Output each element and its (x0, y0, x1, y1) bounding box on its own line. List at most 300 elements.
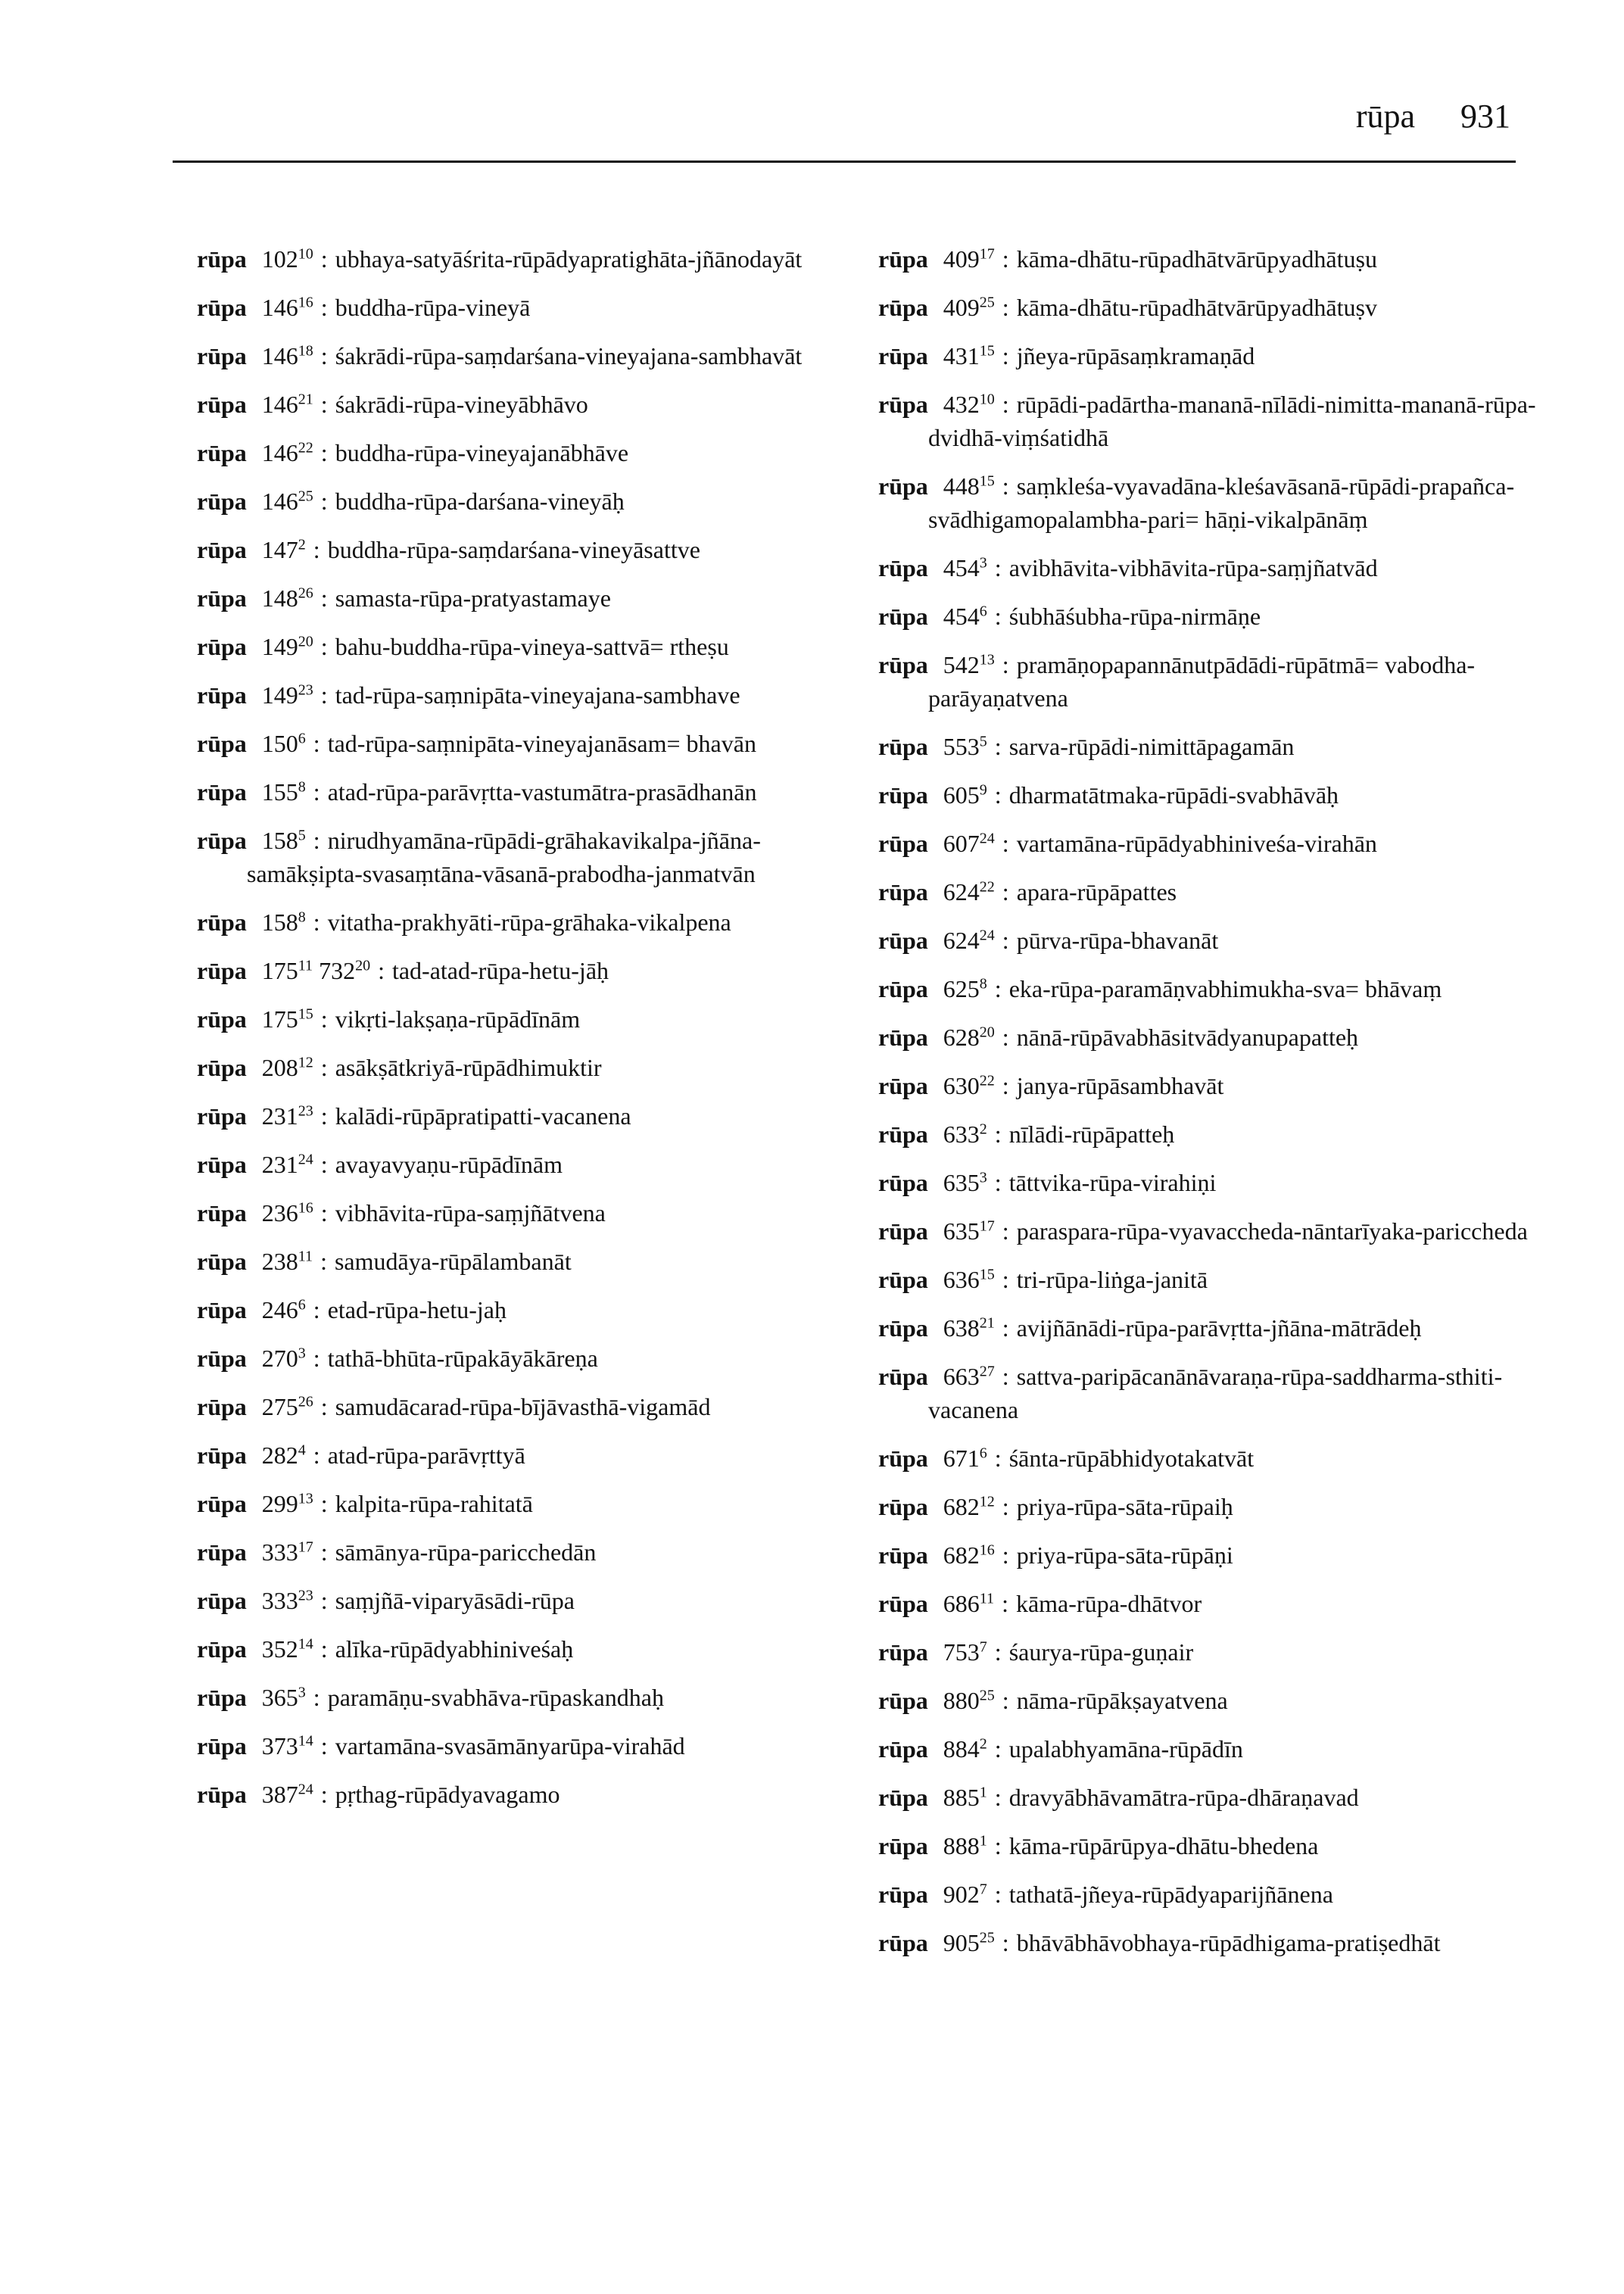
reference-page: 333 (261, 1538, 298, 1566)
reference-line: 2 (979, 1121, 987, 1138)
entry-text: samasta-rūpa-pratyastamaye (335, 584, 611, 612)
reference-page: 149 (261, 681, 298, 709)
index-entry (197, 1778, 863, 1811)
index-entry (197, 533, 863, 566)
reference-line: 14 (298, 1635, 313, 1653)
entry-reference (943, 1735, 987, 1763)
entry-headword: rūpa (878, 1314, 928, 1342)
entry-reference (943, 1881, 987, 1908)
entry-text: buddha-rūpa-saṃdarśana-vineyāsattve (327, 536, 700, 563)
right-column (878, 242, 1545, 1975)
entry-text: kalpita-rūpa-rahitatā (335, 1490, 533, 1517)
reference-line: 15 (979, 1266, 995, 1283)
entry-text: priya-rūpa-sāta-rūpaiḥ (1016, 1493, 1233, 1520)
index-entry (197, 1438, 863, 1472)
entry-text: buddha-rūpa-vineyā (335, 294, 531, 321)
index-entry (197, 954, 863, 987)
entry-separator: : (1002, 1493, 1009, 1520)
entry-headword: rūpa (878, 1784, 928, 1811)
entry-text: kāma-rūpārūpya-dhātu-bhedena (1008, 1832, 1319, 1859)
entry-separator: : (1002, 1314, 1009, 1342)
reference-page: 635 (943, 1217, 980, 1245)
reference-page: 686 (943, 1590, 980, 1617)
reference-line: 26 (298, 584, 313, 602)
entry-text: apara-rūpāpattes (1016, 878, 1177, 905)
reference-page: 448 (943, 472, 980, 500)
reference-page: 671 (943, 1445, 980, 1472)
entry-reference (943, 927, 995, 954)
entry-headword: rūpa (197, 1538, 247, 1566)
reference-page: 636 (943, 1266, 980, 1293)
entry-text: jñeya-rūpāsaṃkramaṇād (1016, 342, 1255, 369)
reference-line: 3 (298, 1684, 306, 1701)
entry-headword: rūpa (197, 730, 247, 757)
entry-headword: rūpa (878, 781, 928, 809)
entry-reference (262, 1490, 313, 1517)
reference-page: 149 (261, 633, 298, 660)
entry-separator: : (320, 1102, 328, 1130)
entry-text: nīlādi-rūpāpatteḥ (1008, 1121, 1175, 1148)
entry-separator: : (320, 294, 328, 321)
reference-line: 14 (298, 1732, 313, 1750)
entry-headword: rūpa (878, 975, 928, 1002)
page-number: 931 (1460, 98, 1510, 135)
reference-page: 902 (943, 1881, 980, 1908)
entry-reference (262, 1005, 313, 1033)
entry-headword: rūpa (197, 1732, 247, 1759)
entry-headword: rūpa (197, 391, 247, 418)
reference-page: 175 (261, 957, 298, 984)
reference-line: 22 (298, 439, 313, 457)
entry-text: paramāṇu-svabhāva-rūpaskandhaḥ (327, 1684, 664, 1711)
entry-text: tathatā-jñeya-rūpādyaparijñānena (1008, 1881, 1333, 1908)
entry-headword: rūpa (878, 1638, 928, 1666)
reference-page: 625 (943, 975, 980, 1002)
reference-line: 7 (979, 1881, 987, 1898)
entry-reference (262, 681, 313, 709)
entry-headword: rūpa (197, 1684, 247, 1711)
entry-text: samudācarad-rūpa-bījāvasthā-vigamād (335, 1393, 711, 1420)
entry-reference (262, 584, 313, 612)
entry-text: vartamāna-svasāmānyarūpa-virahād (335, 1732, 685, 1759)
entry-reference (943, 1217, 995, 1245)
index-entry (878, 242, 1545, 276)
entry-headword: rūpa (878, 878, 928, 905)
entry-separator: : (320, 1490, 328, 1517)
reference-page: 158 (261, 909, 298, 936)
reference-page: 146 (261, 294, 298, 321)
entry-text: bhāvābhāvobhaya-rūpādhigama-pratiṣedhāt (1016, 1929, 1441, 1956)
entry-reference (943, 603, 987, 630)
entry-headword: rūpa (878, 1541, 928, 1569)
reference-line: 2 (298, 536, 306, 553)
reference-page: 387 (261, 1781, 298, 1808)
entry-reference (943, 1363, 995, 1390)
reference-line: 3 (979, 1169, 987, 1186)
entry-headword: rūpa (197, 1102, 247, 1130)
entry-text: tri-rūpa-liṅga-janitā (1016, 1266, 1208, 1293)
entry-separator: : (994, 1121, 1002, 1148)
entry-headword: rūpa (197, 1587, 247, 1614)
reference-page: 246 (261, 1296, 298, 1323)
entry-text: nāma-rūpākṣayatvena (1016, 1687, 1228, 1714)
entry-separator: : (1002, 472, 1009, 500)
reference-line: 15 (979, 342, 995, 360)
index-entry (197, 1535, 863, 1569)
index-entry (197, 242, 863, 276)
reference-line: 11 (298, 1248, 313, 1265)
reference-page: 146 (261, 391, 298, 418)
reference-page: 753 (943, 1638, 980, 1666)
reference-line: 24 (979, 830, 995, 847)
entry-separator: : (1002, 245, 1009, 273)
reference-line: 9 (979, 781, 987, 799)
entry-reference (943, 1314, 995, 1342)
reference-line: 8 (979, 975, 987, 993)
entry-separator: : (320, 1587, 328, 1614)
entry-text: nānā-rūpāvabhāsitvādyanupapatteḥ (1016, 1024, 1359, 1051)
entry-reference (943, 733, 987, 760)
reference-page: 888 (943, 1832, 980, 1859)
entry-separator: : (994, 1169, 1002, 1196)
index-entry (878, 1684, 1545, 1717)
entry-reference (943, 1929, 995, 1956)
reference-page: 146 (261, 342, 298, 369)
entry-text: śubhāśubha-rūpa-nirmāṇe (1008, 603, 1261, 630)
reference-line: 2 (979, 1735, 987, 1753)
index-entry (197, 1293, 863, 1326)
reference-line: 7 (979, 1638, 987, 1656)
entry-headword: rūpa (197, 778, 247, 806)
reference-line: 25 (979, 1929, 995, 1946)
entry-text: sarva-rūpādi-nimittāpagamān (1008, 733, 1295, 760)
reference-line: 16 (298, 1199, 313, 1217)
entry-reference (943, 1784, 987, 1811)
entry-reference (262, 957, 313, 984)
entry-separator: : (313, 1442, 320, 1469)
entry-text: atad-rūpa-parāvṛttyā (327, 1442, 525, 1469)
entry-separator: : (1002, 1266, 1009, 1293)
entry-text: sattva-paripācanānāvaraṇa-rūpa-saddharma-sthiti-vacanena (928, 1363, 1503, 1423)
reference-line: 8 (298, 778, 306, 796)
reference-page: 885 (943, 1784, 980, 1811)
reference-page: 231 (261, 1151, 298, 1178)
reference-line: 20 (355, 957, 371, 974)
reference-page: 628 (943, 1024, 980, 1051)
reference-line: 24 (979, 927, 995, 944)
reference-page: 275 (261, 1393, 298, 1420)
entry-reference (262, 909, 306, 936)
entry-separator: : (320, 1248, 327, 1275)
reference-line: 12 (979, 1493, 995, 1510)
entry-headword: rūpa (878, 927, 928, 954)
reference-line: 22 (979, 878, 995, 896)
reference-page: 432 (943, 391, 980, 418)
entry-separator: : (378, 957, 385, 984)
index-entry (878, 1732, 1545, 1766)
index-entry (197, 1584, 863, 1617)
entry-text: avayavyaṇu-rūpādīnām (335, 1151, 563, 1178)
reference-line: 27 (979, 1363, 995, 1380)
entry-text: buddha-rūpa-vineyajanābhāve (335, 439, 629, 466)
entry-headword: rūpa (197, 681, 247, 709)
entry-text: śakrādi-rūpa-vineyābhāvo (335, 391, 588, 418)
entry-headword: rūpa (197, 1199, 247, 1226)
index-entry (878, 1926, 1545, 1959)
index-entry (197, 388, 863, 421)
index-entry (878, 291, 1545, 324)
index-entry (878, 1263, 1545, 1296)
entry-reference (262, 633, 313, 660)
entry-separator: : (320, 1054, 328, 1081)
entry-text: avibhāvita-vibhāvita-rūpa-saṃjñatvād (1008, 554, 1378, 581)
entry-text: kalādi-rūpāpratipatti-vacanena (335, 1102, 631, 1130)
entry-separator: : (320, 1538, 328, 1566)
index-entry (197, 1196, 863, 1230)
reference-page: 148 (261, 584, 298, 612)
index-entry (878, 1635, 1545, 1669)
entry-separator: : (994, 554, 1002, 581)
index-entry (878, 730, 1545, 763)
entry-headword: rūpa (197, 1781, 247, 1808)
reference-line: 18 (298, 342, 313, 360)
reference-page: 365 (261, 1684, 298, 1711)
entry-text: vitatha-prakhyāti-rūpa-grāhaka-vikalpena (327, 909, 731, 936)
index-entry (878, 778, 1545, 812)
entry-text: kāma-rūpa-dhātvor (1015, 1590, 1202, 1617)
entry-reference (943, 472, 995, 500)
entry-headword: rūpa (878, 294, 928, 321)
index-entry (197, 1342, 863, 1375)
entry-text: eka-rūpa-paramāṇvabhimukha-sva= bhāvaṃ (1008, 975, 1442, 1002)
entry-headword: rūpa (197, 342, 247, 369)
entry-separator: : (320, 342, 328, 369)
entry-headword: rūpa (878, 472, 928, 500)
entry-headword: rūpa (878, 1363, 928, 1390)
entry-reference (943, 781, 987, 809)
entry-reference (943, 1832, 987, 1859)
reference-page: 333 (261, 1587, 298, 1614)
entry-separator: : (313, 827, 320, 854)
header-rule (173, 161, 1516, 163)
entry-separator: : (1002, 1072, 1009, 1099)
reference-line: 5 (979, 733, 987, 750)
entry-reference (943, 245, 995, 273)
reference-line: 20 (298, 633, 313, 650)
entry-reference (262, 1781, 313, 1808)
entry-reference (262, 342, 313, 369)
index-entry (197, 905, 863, 939)
index-entry (197, 1245, 863, 1278)
reference-line: 4 (298, 1442, 306, 1459)
entry-text: tad-rūpa-saṃnipāta-vineyajanāsam= bhavān (327, 730, 756, 757)
index-entry (878, 1781, 1545, 1814)
reference-page: 624 (943, 878, 980, 905)
entry-reference (262, 1199, 313, 1226)
entry-text: upalabhyamāna-rūpādīn (1008, 1735, 1243, 1763)
entry-reference (262, 439, 313, 466)
reference-line: 11 (979, 1590, 995, 1607)
reference-page: 553 (943, 733, 980, 760)
index-entry (197, 1099, 863, 1133)
reference-page: 884 (943, 1735, 980, 1763)
entry-reference (943, 1638, 987, 1666)
entry-reference (943, 1590, 994, 1617)
index-entry (878, 339, 1545, 372)
entry-text: dharmatātmaka-rūpādi-svabhāvāḥ (1008, 781, 1339, 809)
entry-headword: rūpa (878, 651, 928, 678)
entry-text: avijñānādi-rūpa-parāvṛtta-jñāna-mātrādeḥ (1016, 1314, 1422, 1342)
entry-separator: : (1002, 1024, 1009, 1051)
entry-headword: rūpa (197, 1490, 247, 1517)
reference-page: 635 (943, 1169, 980, 1196)
entry-text: tad-atad-rūpa-hetu-jāḥ (391, 957, 609, 984)
entry-separator: : (1002, 342, 1009, 369)
index-entry (878, 1490, 1545, 1523)
reference-page: 146 (261, 439, 298, 466)
entry-text: alīka-rūpādyabhiniveśaḥ (335, 1635, 574, 1663)
index-entry (878, 551, 1545, 584)
index-entry (878, 1587, 1545, 1620)
reference-page: 638 (943, 1314, 980, 1342)
entry-separator: : (313, 1296, 320, 1323)
reference-line: 20 (979, 1024, 995, 1041)
entry-text: samudāya-rūpālambanāt (334, 1248, 572, 1275)
entry-reference (943, 342, 995, 369)
entry-separator: : (994, 1784, 1002, 1811)
running-headword: rūpa (1355, 98, 1415, 135)
reference-page: 231 (261, 1102, 298, 1130)
entry-reference (262, 488, 313, 515)
entry-separator: : (1002, 651, 1009, 678)
reference-page: 238 (261, 1248, 298, 1275)
entry-separator: : (320, 391, 328, 418)
index-entry (197, 1632, 863, 1666)
index-entry (197, 436, 863, 469)
index-entry (878, 1117, 1545, 1151)
reference-page: 282 (261, 1442, 298, 1469)
entry-separator: : (1002, 1363, 1009, 1390)
entry-separator: : (1002, 830, 1009, 857)
index-entry (197, 1002, 863, 1036)
entry-reference (262, 1248, 313, 1275)
reference-line: 25 (298, 488, 313, 505)
entry-text: vikṛti-lakṣaṇa-rūpādīnām (335, 1005, 581, 1033)
entry-text: tathā-bhūta-rūpakāyākāreṇa (327, 1345, 598, 1372)
reference-line: 22 (979, 1072, 995, 1089)
entry-reference (262, 294, 313, 321)
index-entry (197, 1681, 863, 1714)
entry-separator: : (994, 1832, 1002, 1859)
reference-page: 880 (943, 1687, 980, 1714)
reference-page: 299 (261, 1490, 298, 1517)
entry-headword: rūpa (197, 1248, 247, 1275)
index-entry (878, 1021, 1545, 1054)
reference-page: 208 (261, 1054, 298, 1081)
entry-headword: rūpa (878, 554, 928, 581)
reference-line: 25 (979, 1687, 995, 1704)
entry-reference (943, 294, 995, 321)
entry-separator: : (994, 1881, 1002, 1908)
entry-text: saṃjñā-viparyāsādi-rūpa (335, 1587, 575, 1614)
entry-separator: : (320, 439, 328, 466)
reference-page: 158 (261, 827, 298, 854)
reference-page: 682 (943, 1541, 980, 1569)
reference-page: 373 (261, 1732, 298, 1759)
index-entry (878, 469, 1545, 536)
reference-line: 10 (298, 245, 313, 263)
reference-line: 3 (298, 1345, 306, 1362)
entry-headword: rūpa (878, 1687, 928, 1714)
index-entry (878, 1069, 1545, 1102)
reference-line: 24 (298, 1151, 313, 1168)
entry-separator: : (994, 733, 1002, 760)
index-entry (197, 775, 863, 809)
entry-text: vartamāna-rūpādyabhiniveśa-virahān (1016, 830, 1377, 857)
entry-headword: rūpa (197, 1054, 247, 1081)
entry-separator: : (320, 1732, 328, 1759)
entry-separator: : (994, 603, 1002, 630)
entry-reference (262, 730, 306, 757)
entry-separator: : (1002, 927, 1009, 954)
entry-reference (943, 878, 995, 905)
entry-headword: rūpa (878, 1024, 928, 1051)
reference-page: 732 (319, 957, 356, 984)
reference-line: 3 (979, 554, 987, 572)
entry-separator: : (320, 1393, 328, 1420)
reference-line: 23 (298, 1587, 313, 1604)
entry-headword: rūpa (878, 1169, 928, 1196)
entry-separator: : (313, 909, 320, 936)
entry-headword: rūpa (878, 830, 928, 857)
entry-reference (262, 827, 306, 854)
entry-headword: rūpa (197, 536, 247, 563)
entry-separator: : (320, 584, 328, 612)
index-entry (878, 1166, 1545, 1199)
entry-headword: rūpa (878, 1929, 928, 1956)
reference-page: 605 (943, 781, 980, 809)
index-entry (878, 600, 1545, 633)
entry-separator: : (320, 1199, 328, 1226)
entry-reference (262, 1102, 313, 1130)
index-entry (197, 291, 863, 324)
entry-reference (262, 1538, 313, 1566)
reference-line: 26 (298, 1393, 313, 1410)
entry-reference (262, 391, 313, 418)
entry-reference (943, 554, 987, 581)
index-entry (878, 827, 1545, 860)
entry-reference (943, 391, 995, 418)
entry-text: kāma-dhātu-rūpadhātvārūpyadhātuṣu (1016, 245, 1377, 273)
entry-reference (262, 1732, 313, 1759)
entry-separator: : (1002, 1590, 1008, 1617)
entry-separator: : (1002, 294, 1009, 321)
reference-line: 1 (979, 1784, 987, 1801)
index-entry (878, 972, 1545, 1005)
entry-separator: : (994, 1638, 1002, 1666)
reference-line: 21 (298, 391, 313, 408)
entry-reference (262, 245, 313, 273)
entry-reference (262, 1442, 306, 1469)
index-entry (878, 648, 1545, 715)
entry-headword: rūpa (878, 1735, 928, 1763)
entry-reference (262, 1587, 313, 1614)
entry-separator: : (1002, 1929, 1009, 1956)
entry-reference (262, 1151, 313, 1178)
index-entry (197, 485, 863, 518)
reference-page: 454 (943, 554, 980, 581)
reference-line: 8 (298, 909, 306, 926)
